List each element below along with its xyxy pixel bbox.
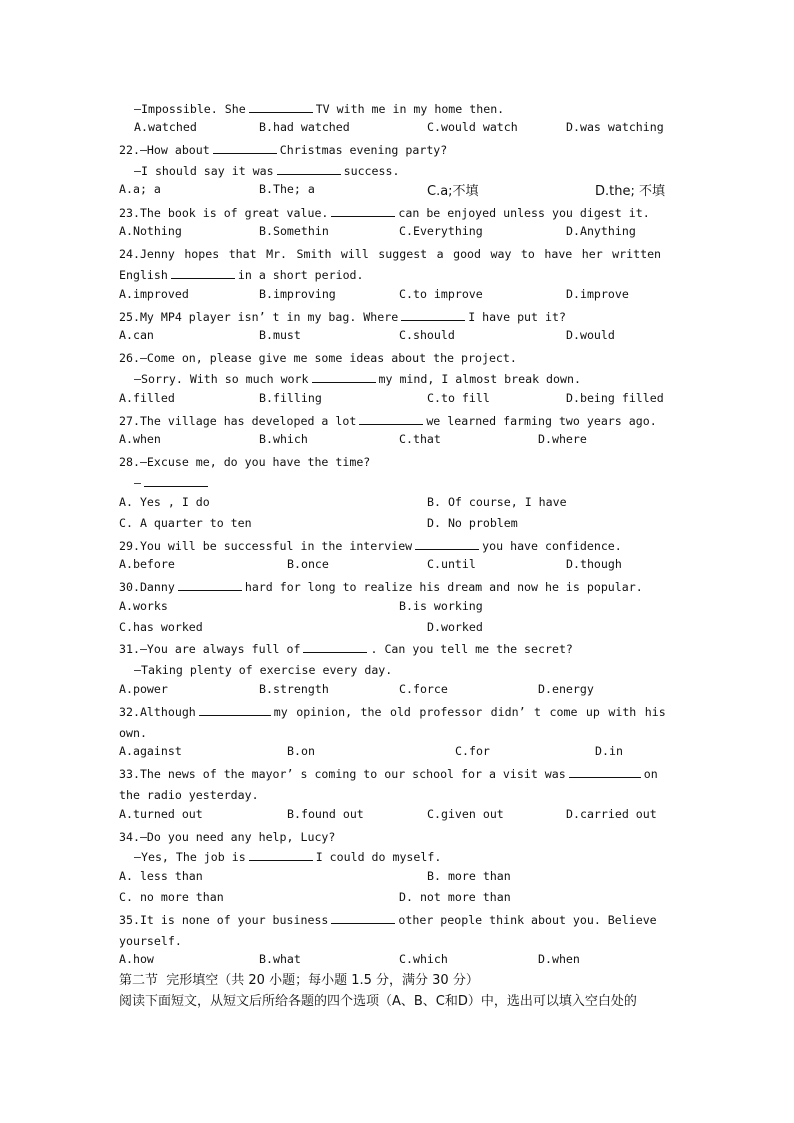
question-30-stem: 30.Danny hard for long to realize his dream and now he is popular. (119, 580, 643, 594)
answer-blank (144, 474, 208, 487)
question-34-response: —Yes, The job is I could do myself. (134, 850, 442, 864)
option-d: D.though (566, 557, 622, 571)
section-heading: 第二节 完形填空（共 20 小题；每小题 1.5 分，满分 30 分） (119, 973, 479, 988)
answer-blank (277, 162, 341, 175)
option-a: A.a; a (119, 182, 161, 196)
option-b: B. more than (427, 869, 511, 883)
option-a: A. Yes , I do (119, 495, 210, 509)
question-31-response: —Taking plenty of exercise every day. (134, 663, 393, 677)
option-a: A.how (119, 952, 154, 966)
option-b: B.had watched (259, 120, 350, 134)
option-b: B.strength (259, 682, 329, 696)
option-b: B. Of course, I have (427, 495, 567, 509)
option-d: D.in (595, 744, 623, 758)
question-35-stem: 35.It is none of your business other people think about you. Believe (119, 913, 657, 927)
question-34-stem: 34.—Do you need any help, Lucy? (119, 830, 336, 844)
question-32-stem-cont: own. (119, 726, 147, 740)
option-a: A.filled (119, 391, 175, 405)
question-26-response: —Sorry. With so much work my mind, I almost break down. (134, 372, 581, 386)
option-b: B.The; a (259, 182, 315, 196)
question-28-stem: 28.—Excuse me, do you have the time? (119, 455, 371, 469)
question-31-stem: 31.—You are always full of . Can you tell me the secret? (119, 642, 573, 656)
question-25-stem: 25.My MP4 player isn’ t in my bag. Where I have put it? (119, 310, 566, 324)
question-33-stem-cont: the radio yesterday. (119, 788, 259, 802)
option-d: D.the; 不填 (595, 184, 665, 199)
option-c: C.a;不填 (427, 184, 479, 199)
answer-blank (359, 412, 423, 425)
question-28-response: — (134, 473, 211, 494)
option-a: A.improved (119, 287, 189, 301)
question-24-stem-cont: English in a short period. (119, 268, 364, 282)
option-c: C.Everything (399, 224, 483, 238)
option-c: C. no more than (119, 890, 224, 904)
option-a: A.power (119, 682, 168, 696)
option-a: A.turned out (119, 807, 203, 821)
option-c: C.until (427, 557, 476, 571)
option-a: A.before (119, 557, 175, 571)
option-a: A. less than (119, 869, 203, 883)
option-c: C.for (455, 744, 490, 758)
option-c: C.to improve (399, 287, 483, 301)
option-b: B.what (259, 952, 301, 966)
option-b: B.filling (259, 391, 322, 405)
answer-blank (331, 204, 395, 217)
option-d: D.being filled (566, 391, 664, 405)
question-23-stem: 23.The book is of great value. can be enjoyed unless you digest it. (119, 206, 650, 220)
option-b: B.found out (287, 807, 364, 821)
question-32-stem: 32.Although my opinion, the old professor didn’ t come up with his (119, 705, 666, 719)
option-c: C.which (399, 952, 448, 966)
option-d: D.was watching (566, 120, 664, 134)
answer-blank (331, 911, 395, 924)
option-c: C.should (399, 328, 455, 342)
question-33-stem: 33.The news of the mayor’ s coming to our school for a visit was on (119, 767, 658, 781)
answer-blank (249, 100, 313, 113)
option-b: B.Somethin (259, 224, 329, 238)
answer-blank (249, 848, 313, 861)
option-a: A.against (119, 744, 182, 758)
option-b: B.which (259, 432, 308, 446)
option-d: D.when (538, 952, 580, 966)
question-26-stem: 26.—Come on, please give me some ideas about the project. (119, 351, 517, 365)
option-c: C.that (399, 432, 441, 446)
option-a: A.can (119, 328, 154, 342)
option-b: B.on (287, 744, 315, 758)
question-21-stem: —Impossible. She TV with me in my home then. (134, 102, 505, 116)
option-d: D.worked (427, 620, 483, 634)
answer-blank (199, 703, 271, 716)
option-d: D. No problem (427, 516, 518, 530)
option-c: C.has worked (119, 620, 203, 634)
option-d: D.energy (538, 682, 594, 696)
option-b: B.is working (399, 599, 483, 613)
option-d: D. not more than (399, 890, 511, 904)
answer-blank (171, 266, 235, 279)
question-35-stem-cont: yourself. (119, 934, 182, 948)
answer-blank (401, 308, 465, 321)
option-c: C.to fill (427, 391, 490, 405)
answer-blank (415, 537, 479, 550)
answer-blank (569, 765, 641, 778)
question-22-response: —I should say it was success. (134, 164, 400, 178)
option-d: D.improve (566, 287, 629, 301)
answer-blank (213, 141, 277, 154)
option-a: A.when (119, 432, 161, 446)
option-d: D.Anything (566, 224, 636, 238)
option-d: D.carried out (566, 807, 657, 821)
option-a: A.Nothing (119, 224, 182, 238)
answer-blank (303, 640, 367, 653)
option-a: A.works (119, 599, 168, 613)
option-c: C.given out (427, 807, 504, 821)
option-c: C.force (399, 682, 448, 696)
option-a: A.watched (134, 120, 197, 134)
section-instruction: 阅读下面短文，从短文后所给各题的四个选项（A、B、C和D）中，选出可以填入空白处的 (119, 994, 637, 1009)
option-d: D.where (538, 432, 587, 446)
answer-blank (178, 578, 242, 591)
option-b: B.once (287, 557, 329, 571)
option-c: C.would watch (427, 120, 518, 134)
answer-blank (312, 370, 376, 383)
question-24-stem: 24.Jenny hopes that Mr. Smith will suggest a good way to have her written (119, 247, 662, 261)
option-c: C. A quarter to ten (119, 516, 252, 530)
question-22-stem: 22.—How about Christmas evening party? (119, 143, 448, 157)
option-b: B.improving (259, 287, 336, 301)
option-d: D.would (566, 328, 615, 342)
option-b: B.must (259, 328, 301, 342)
question-27-stem: 27.The village has developed a lot we learned farming two years ago. (119, 414, 657, 428)
question-29-stem: 29.You will be successful in the interview you have confidence. (119, 539, 622, 553)
